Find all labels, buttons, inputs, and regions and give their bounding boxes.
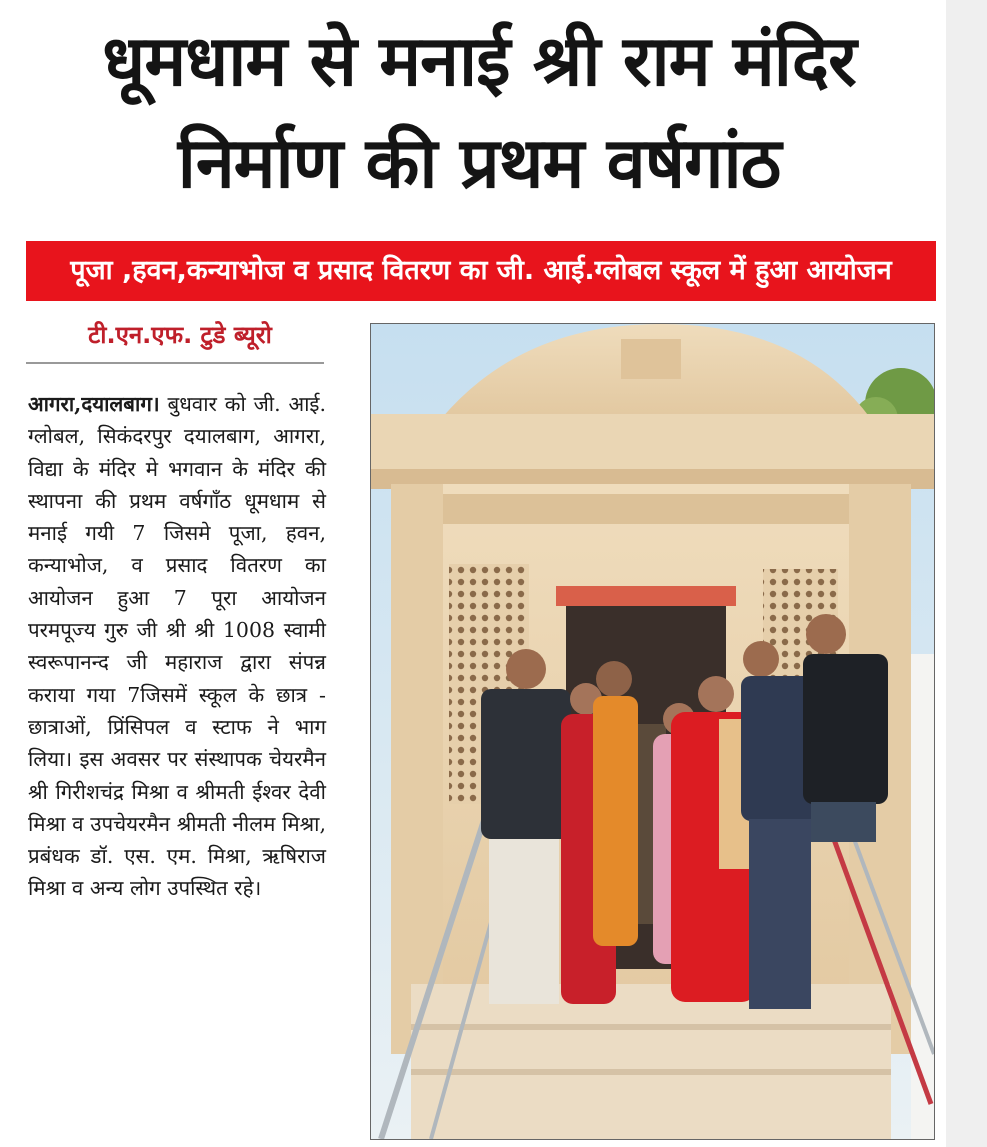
headline-line-2: निर्माण की प्रथम वर्षगांठ: [177, 122, 781, 204]
byline-divider: [26, 362, 324, 364]
temple-photo-illustration: [371, 324, 934, 1139]
headline: [14, 10, 944, 214]
dateline: आगरा,दयालबाग।: [28, 392, 160, 416]
article-text: बुधवार को जी. आई. ग्लोबल, सिकंदरपुर दयालबाग, आगरा, विद्या के मंदिर मे भगवान के मंदिर की स्थापना की प्रथम वर्षगाँठ धूमधाम से मनाई गयी 7 जिसमे पूजा, हवन, कन्याभोज, व प्रसाद वितरण का आयोजन हुआ 7 पूरा आयोजन परमपूज्य गुरु जी श्री श्री 1008 स्वामी स्वरूपानन्द जी महाराज द्वारा संपन्न कराया गया 7जिसमें स्कूल के छात्र - छात्राओं, प्रिंसिपल व स्टाफ ने भाग लिया। इस अवसर पर संस्थापक चेयरमैन श्री गिरीशचंद्र मिश्रा व श्रीमती ईश्वर देवी मिश्रा व उपचेयरमैन श्रीमती नीलम मिश्रा, प्रबंधक डॉ. एस. एम. मिश्रा, ऋषिराज मिश्रा व अन्य लोग उपस्थित रहे।: [28, 392, 326, 901]
temple-photo: [370, 323, 935, 1140]
sub-headline-banner: पूजा ,हवन,कन्याभोज व प्रसाद वितरण का जी. आई.ग्लोबल स्कूल में हुआ आयोजन: [26, 241, 936, 301]
article-body: [28, 388, 326, 905]
byline: टी.एन.एफ. टुडे ब्यूरो: [88, 321, 272, 349]
headline-line-1: धूमधाम से मनाई श्री राम मंदिर: [102, 20, 856, 102]
page-edge-strip: [946, 0, 987, 1147]
